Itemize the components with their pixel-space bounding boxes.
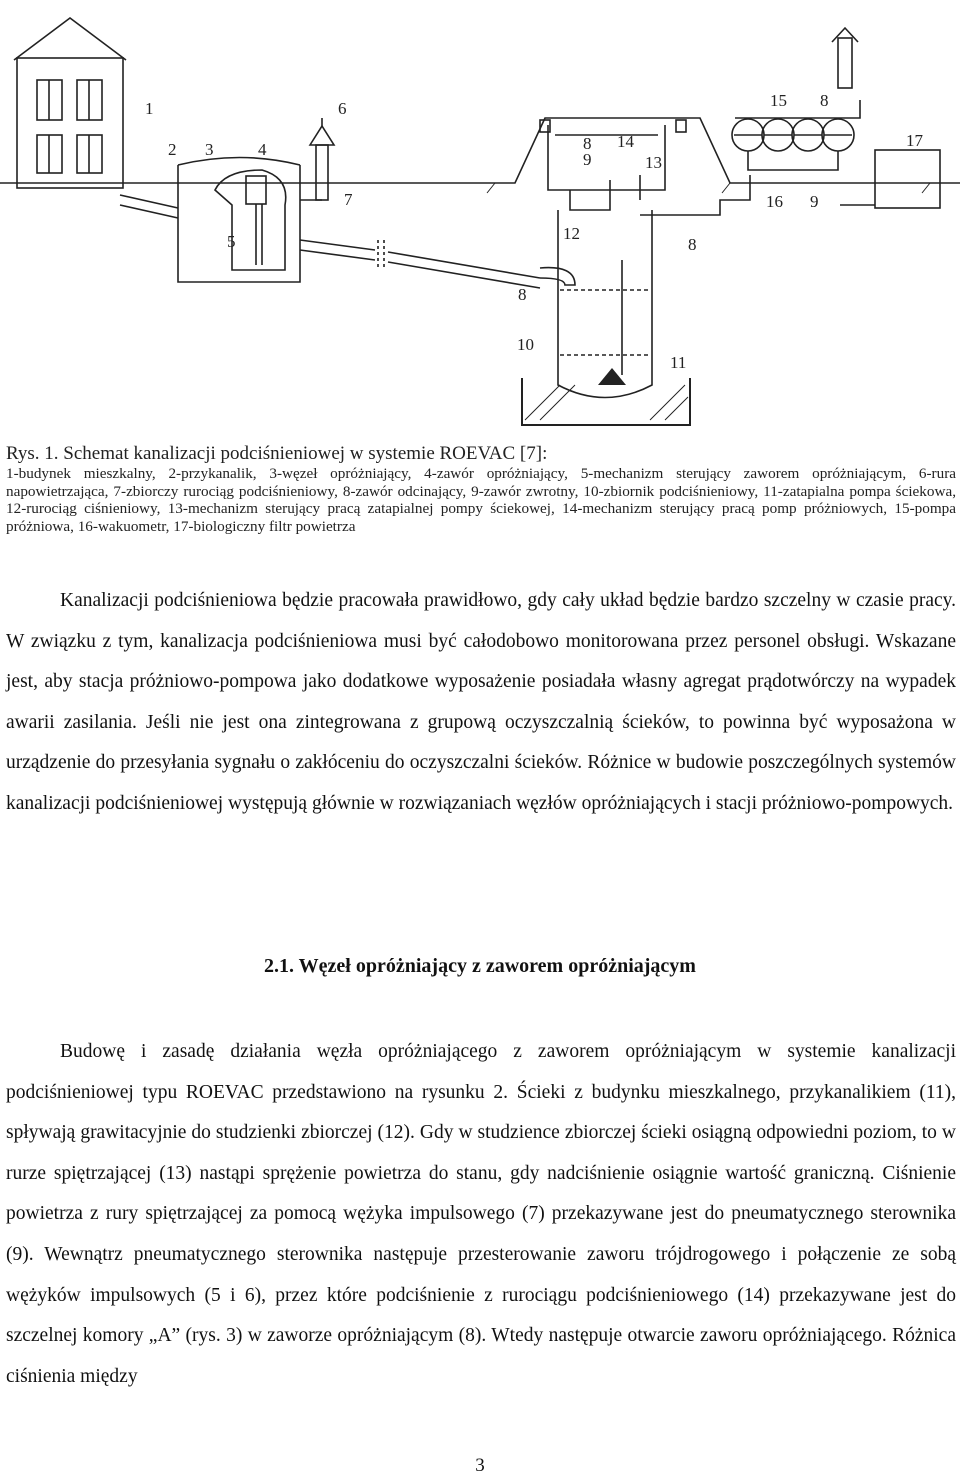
house bbox=[14, 18, 126, 188]
ground-line bbox=[0, 118, 960, 183]
label-8b: 8 bbox=[518, 285, 527, 304]
label-4: 4 bbox=[258, 140, 267, 159]
caption-text: 1-budynek mieszkalny, 2-przykanalik, 3-węzeł opróżniający, 4-zawór opróżniający, 5-mechanizm sterujący zaworem opróżniającym, 6-rura napowietrzająca, 7-zbiorczy rurociąg podciśnieniowy, 8-zawór odcinający, 9-zawór zwrotny, 10-zbiornik podciśnieniowy, 11-zatapialna pompa ściekowa, 12-rurociąg ciśnieniowy, 13-mechanizm sterujący pracą zatapialnej pompy ściekowej, 14-mechanizm sterujący pracą pomp próżniowych, 15-pompa próżniowa, 16-wakuometr, 17-biologiczny filtr powietrza bbox=[6, 465, 956, 535]
label-16: 16 bbox=[766, 192, 783, 211]
label-8c: 8 bbox=[688, 235, 697, 254]
label-17: 17 bbox=[906, 131, 923, 150]
vacuum-pumps bbox=[732, 28, 860, 170]
label-11: 11 bbox=[670, 353, 687, 372]
page-number: 3 bbox=[475, 1455, 485, 1476]
label-7: 7 bbox=[344, 190, 353, 209]
section-heading: 2.1. Węzeł opróżniający z zaworem opróżniającym bbox=[264, 955, 696, 977]
label-8d: 8 bbox=[820, 91, 829, 110]
collection-chamber bbox=[178, 158, 300, 283]
paragraph-2 bbox=[6, 1032, 956, 1397]
label-9b: 9 bbox=[810, 192, 819, 211]
foundation bbox=[522, 378, 690, 425]
biofilter bbox=[875, 150, 940, 208]
label-12: 12 bbox=[563, 224, 580, 243]
pump-pipe bbox=[640, 175, 750, 215]
figure-caption bbox=[6, 443, 956, 535]
label-15: 15 bbox=[770, 91, 787, 110]
label-3: 3 bbox=[205, 140, 214, 159]
ground-hatch bbox=[0, 183, 930, 193]
vacuum-main bbox=[300, 240, 540, 288]
label-2: 2 bbox=[168, 140, 177, 159]
label-8a: 8 bbox=[583, 134, 592, 153]
vent-pipe bbox=[300, 118, 334, 200]
label-5: 5 bbox=[227, 232, 236, 251]
label-13: 13 bbox=[645, 153, 662, 172]
vacuum-station bbox=[540, 120, 686, 210]
label-14: 14 bbox=[617, 132, 634, 151]
foundation-hatch bbox=[525, 385, 688, 420]
paragraph-2-text: Budowę i zasadę działania węzła opróżniającego z zaworem opróżniającym w systemie kanalizacji podciśnieniowej typu ROEVAC przedstawiono na rysunku 2. Ścieki z budynku mieszkalnego, przykanalikiem (11), spływają grawitacyjnie do studzienki zbiorczej (12). Gdy w studzience zbiorczej ścieki osiągną odpowiedni poziom, to w rurze spiętrzającej (13) nastąpi sprężenie powietrza do stanu, gdy nadciśnienie osiągnie wartość graniczną. Ciśnienie powietrza z rury spiętrzającej za pomocą wężyka impulsowego (7) przekazywane jest do pneumatycznego sterownika (9). Wewnątrz pneumatycznego sterownika następuje przesterowanie zaworu trójdrogowego i połączenie ze sobą wężyków impulsowych (5 i 6), przez które podciśnienie z rurociągu podciśnieniowego (14) przekazywane jest do szczelnej komory „A” (rys. 3) w zaworze opróżniającym (8). Wtedy następuje otwarcie zaworu opróżniającego. Różnica ciśnienia między bbox=[6, 1041, 956, 1387]
house-connection bbox=[120, 195, 178, 218]
label-9: 9 bbox=[583, 150, 592, 169]
label-6: 6 bbox=[338, 99, 347, 118]
roevac-system-diagram bbox=[0, 0, 960, 440]
label-10: 10 bbox=[517, 335, 534, 354]
paragraph-1 bbox=[6, 581, 956, 825]
label-1: 1 bbox=[145, 99, 154, 118]
caption-head: Rys. 1. Schemat kanalizacji podciśnieniowej w systemie ROEVAC [7]: bbox=[6, 443, 548, 464]
paragraph-1-text: Kanalizacji podciśnieniowa będzie pracowała prawidłowo, gdy cały układ będzie bardzo szczelny w czasie pracy. W związku z tym, kanalizacja podciśnieniowa musi być całodobowo monitorowana przez personel obsługi. Wskazane jest, aby stacja próżniowo-pompowa jako dodatkowe wyposażenie posiadała własny agregat prądotwórczy na wypadek awarii zasilania. Jeśli nie jest ona zintegrowana z grupową oczyszczalnią ścieków, to powinna być wyposażona w urządzenie do przesyłania sygnału o zakłóceniu do oczyszczalni ścieków. Różnice w budowie poszczególnych systemów kanalizacji podciśnieniowej występują głównie w rozwiązaniach węzłów opróżniających i stacji próżniowo-pompowych. bbox=[6, 590, 956, 814]
